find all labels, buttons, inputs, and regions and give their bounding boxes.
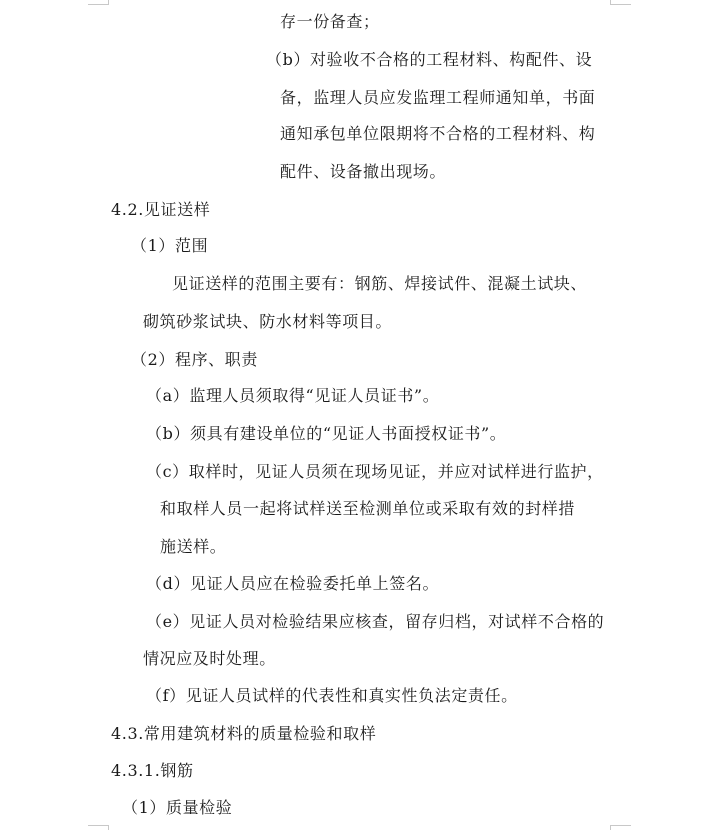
text-line: 存一份备查； [280, 12, 380, 31]
section-heading: 4.2.见证送样 [111, 200, 211, 219]
list-item: （d）见证人员应在检验委托单上签名。 [146, 574, 440, 593]
text-line: 和取样人员一起将试样送至检测单位或采取有效的封样措 [160, 499, 576, 518]
corner-mark-top-right-horizontal [610, 4, 631, 5]
text-line: 见证送样的范围主要有：钢筋、焊接试件、混凝土试块、 [172, 274, 588, 293]
list-item: （e）见证人员对检验结果应核查，留存归档，对试样不合格的 [146, 612, 605, 631]
text-line: 配件、设备撤出现场。 [280, 162, 447, 181]
list-item: （f）见证人员试样的代表性和真实性负法定责任。 [146, 686, 518, 705]
corner-mark-bottom-right-vertical [610, 826, 611, 830]
section-heading: 4.3.1.钢筋 [111, 761, 194, 780]
subsection-heading: （1）范围 [131, 236, 209, 255]
corner-mark-top-left-horizontal [88, 4, 109, 5]
corner-mark-bottom-left-horizontal [88, 825, 109, 826]
list-item: （a）监理人员须取得“见证人员证书”。 [146, 386, 440, 405]
subsection-heading: （2）程序、职责 [131, 350, 258, 369]
text-line: 备，监理人员应发监理工程师通知单，书面 [280, 88, 596, 107]
text-line: 通知承包单位限期将不合格的工程材料、构 [280, 124, 596, 143]
subsection-heading: （1）质量检验 [122, 798, 233, 817]
corner-mark-bottom-right-horizontal [610, 825, 631, 826]
corner-mark-bottom-left-vertical [108, 826, 109, 830]
text-line: 情况应及时处理。 [143, 649, 276, 668]
text-line: （b）对验收不合格的工程材料、构配件、设 [266, 50, 593, 69]
text-line: 施送样。 [160, 537, 227, 556]
list-item: （b）须具有建设单位的“见证人书面授权证书”。 [146, 424, 507, 443]
text-line: 砌筑砂浆试块、防水材料等项目。 [143, 312, 393, 331]
list-item: （c）取样时，见证人员须在现场见证，并应对试样进行监护， [146, 462, 604, 481]
section-heading: 4.3.常用建筑材料的质量检验和取样 [111, 724, 377, 743]
